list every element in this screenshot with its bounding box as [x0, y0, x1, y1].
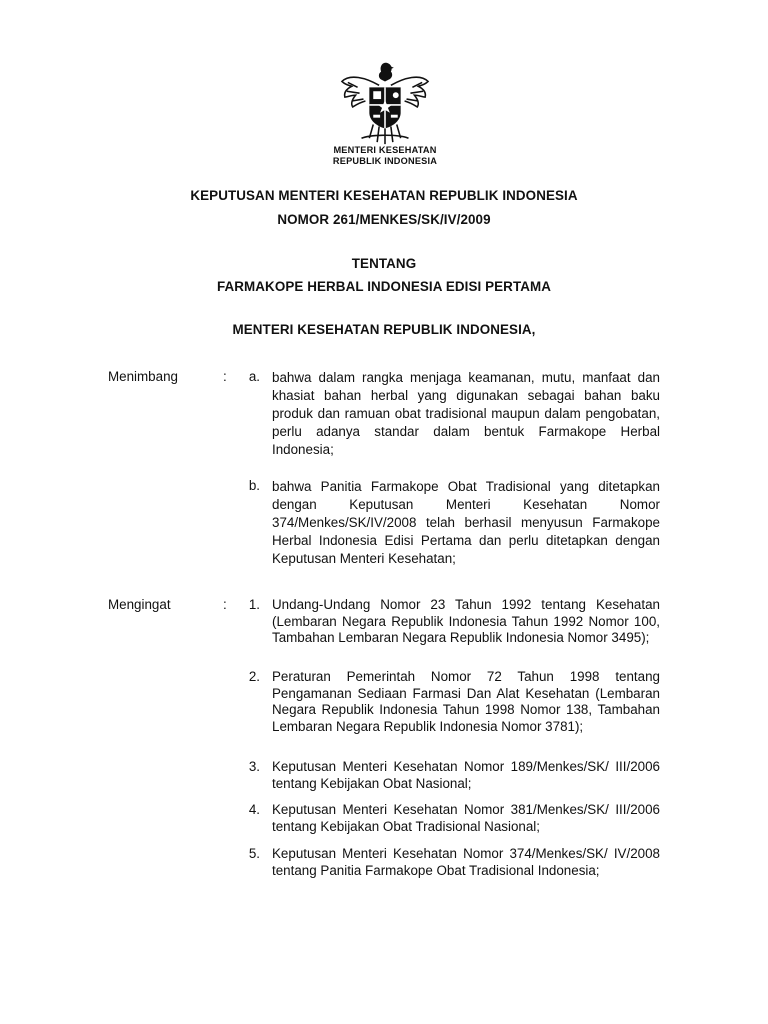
mengingat-item-marker: 5.	[248, 846, 260, 861]
mengingat-label: Mengingat	[108, 597, 171, 612]
mengingat-item-text: Peraturan Pemerintah Nomor 72 Tahun 1998 tentang Pengamanan Sediaan Farmasi Dan Alat Kesehatan (Lembaran Negara Republik Indonesia Tahun 1998 Nomor 138, Tambahan Lembaran Negara Republik Indonesia Nomor 3781);	[272, 669, 660, 734]
menimbang-item-marker: b.	[248, 478, 260, 493]
decree-subject: FARMAKOPE HERBAL INDONESIA EDISI PERTAMA	[216, 279, 552, 294]
mengingat-item-text: Keputusan Menteri Kesehatan Nomor 374/Menkes/SK/ IV/2008 tentang Panitia Farmakope Obat Tradisional Indonesia;	[272, 846, 660, 878]
menimbang-item-text: bahwa dalam rangka menjaga keamanan, mutu, manfaat dan khasiat bahan herbal yang digunakan sebagai bahan baku produk dan ramuan obat tradisional maupun dalam pengobatan, perlu adanya standar dalam bentuk Farmakope Herbal Indonesia;	[272, 370, 660, 457]
mengingat-item-marker: 2.	[248, 669, 260, 684]
mengingat-item-marker: 1.	[248, 597, 260, 612]
about-heading: TENTANG	[351, 256, 417, 271]
menimbang-item-text: bahwa Panitia Farmakope Obat Tradisional yang ditetapkan dengan Keputusan Menteri Kesehatan Nomor 374/Menkes/SK/IV/2008 telah berhasil menyusun Farmakope Herbal Indonesia Edisi Pertama dan perlu ditetapkan dengan Keputusan Menteri Kesehatan;	[272, 479, 660, 566]
letterhead-line-2: REPUBLIK INDONESIA	[332, 156, 438, 166]
mengingat-item-text: Keputusan Menteri Kesehatan Nomor 381/Menkes/SK/ III/2006 tentang Kebijakan Obat Tradisional Nasional;	[272, 802, 660, 834]
decree-title: KEPUTUSAN MENTERI KESEHATAN REPUBLIK INDONESIA	[190, 188, 578, 203]
mengingat-colon: :	[223, 597, 227, 612]
letterhead-ministry	[300, 145, 470, 167]
decree-number: NOMOR 261/MENKES/SK/IV/2009	[277, 212, 491, 227]
menimbang-item-marker: a.	[248, 369, 260, 384]
mengingat-item-text: Undang-Undang Nomor 23 Tahun 1992 tentang Kesehatan (Lembaran Negara Republik Indonesia Tahun 1992 Nomor 100, Tambahan Lembaran Negara Republik Indonesia Nomor 3495);	[272, 597, 660, 645]
letterhead-line-1: MENTERI KESEHATAN	[333, 145, 437, 155]
menimbang-label: Menimbang	[108, 369, 178, 384]
mengingat-item-text: Keputusan Menteri Kesehatan Nomor 189/Menkes/SK/ III/2006 tentang Kebijakan Obat Nasional;	[272, 759, 660, 791]
mengingat-item-marker: 4.	[248, 802, 260, 817]
menimbang-colon: :	[223, 369, 227, 384]
authority-heading: MENTERI KESEHATAN REPUBLIK INDONESIA,	[232, 322, 536, 337]
mengingat-item-marker: 3.	[248, 759, 260, 774]
garuda-emblem-icon	[336, 56, 434, 148]
